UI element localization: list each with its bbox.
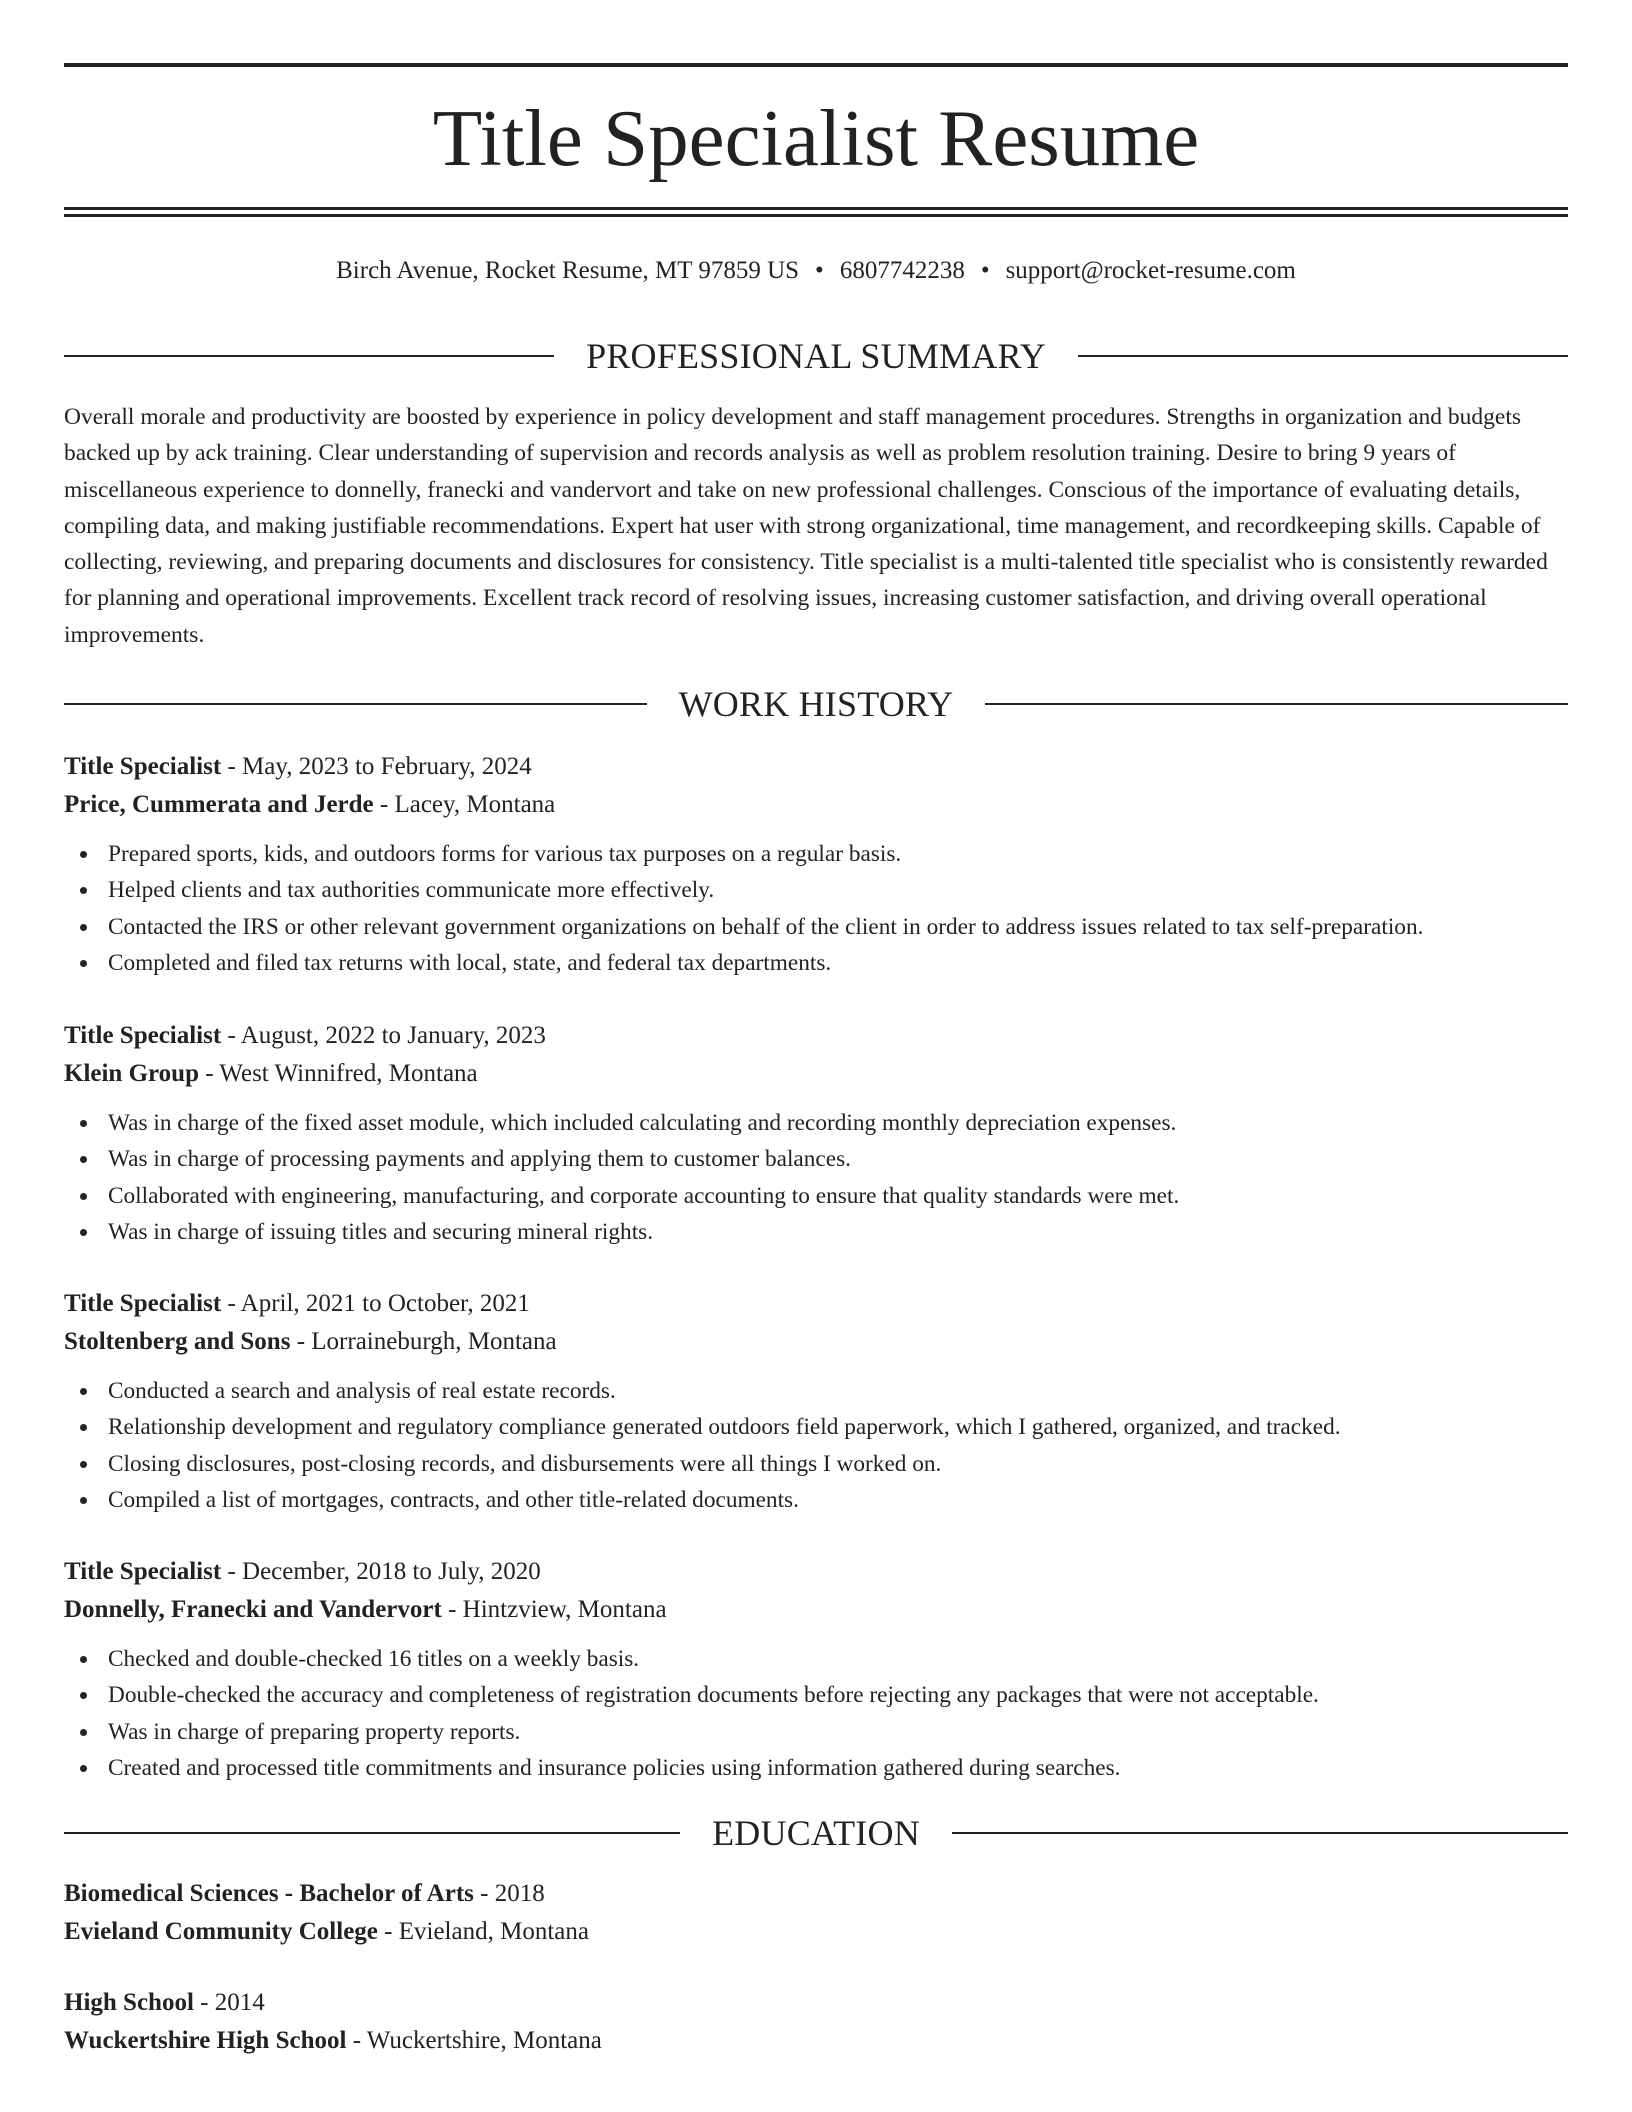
education-school-line bbox=[64, 1913, 1568, 1951]
section-rule bbox=[985, 703, 1568, 705]
list-item: Conducted a search and analysis of real estate records. bbox=[64, 1373, 1568, 1409]
job-title: Title Specialist bbox=[64, 1558, 222, 1585]
contact-separator: • bbox=[980, 257, 990, 284]
list-item: Prepared sports, kids, and outdoors forms for various tax purposes on a regular basis. bbox=[64, 836, 1568, 872]
list-item: Relationship development and regulatory compliance generated outdoors field paperwork, which I gathered, organized, and tracked. bbox=[64, 1409, 1568, 1445]
summary-text: Overall morale and productivity are boosted by experience in policy development and staff management procedures. Strengths in organization and budgets backed up by ack training. Clear understanding of supervision and records analysis as well as problem resolution training. Desire to bring 9 years of miscellaneous experience to donnelly, franecki and vandervort and take on new professional challenges. Conscious of the importance of evaluating details, compiling data, and making justifiable recommendations. Expert hat user with strong organizational, time management, and recordkeeping skills. Capable of collecting, reviewing, and preparing documents and disclosures for consistency. Title specialist is a multi-talented title specialist who is consistently rewarded for planning and operational improvements. Excellent track record of resolving issues, increasing customer satisfaction, and driving overall operational improvements. bbox=[64, 404, 1548, 648]
job-location: - Lorraineburgh, Montana bbox=[290, 1328, 557, 1355]
list-item: Created and processed title commitments and insurance policies using information gathered during searches. bbox=[64, 1750, 1568, 1786]
job-company: Stoltenberg and Sons bbox=[64, 1328, 291, 1355]
list-item: Was in charge of processing payments and applying them to customer balances. bbox=[64, 1141, 1568, 1177]
job-dates: - April, 2021 to October, 2021 bbox=[221, 1290, 530, 1317]
list-item: Contacted the IRS or other relevant government organizations on behalf of the client in order to address issues related to tax self-preparation. bbox=[64, 909, 1568, 945]
job-entry bbox=[64, 1553, 1568, 1786]
section-title: WORK HISTORY bbox=[678, 684, 954, 724]
job-entry bbox=[64, 748, 1568, 981]
job-title-line bbox=[64, 1553, 1568, 1591]
list-item: Double-checked the accuracy and completeness of registration documents before rejecting any packages that were not acceptable. bbox=[64, 1677, 1568, 1713]
page-title: Title Specialist Resume bbox=[432, 93, 1200, 183]
job-company: Klein Group bbox=[64, 1060, 199, 1087]
job-company-line bbox=[64, 1323, 1568, 1361]
job-bullets bbox=[64, 836, 1568, 981]
job-company-line bbox=[64, 786, 1568, 824]
job-title-line bbox=[64, 1285, 1568, 1323]
contact-address: Birch Avenue, Rocket Resume, MT 97859 US bbox=[336, 257, 800, 284]
job-dates: - August, 2022 to January, 2023 bbox=[221, 1022, 546, 1049]
job-dates: - December, 2018 to July, 2020 bbox=[221, 1558, 541, 1585]
contact-email[interactable]: support@rocket-resume.com bbox=[1005, 257, 1296, 284]
list-item: Closing disclosures, post-closing records, and disbursements were all things I worked on. bbox=[64, 1446, 1568, 1482]
title-double-rule bbox=[64, 207, 1568, 217]
job-bullets bbox=[64, 1105, 1568, 1250]
section-rule bbox=[64, 355, 554, 357]
job-title: Title Specialist bbox=[64, 1290, 222, 1317]
job-title-line bbox=[64, 1017, 1568, 1055]
education-location: - Wuckertshire, Montana bbox=[346, 2027, 602, 2054]
education-year: - 2014 bbox=[193, 1989, 265, 2016]
job-company: Price, Cummerata and Jerde bbox=[64, 791, 374, 818]
job-company: Donnelly, Franecki and Vandervort bbox=[64, 1596, 442, 1623]
education-degree-line bbox=[64, 1875, 1568, 1913]
list-item: Was in charge of the fixed asset module, which included calculating and recording monthly depreciation expenses. bbox=[64, 1105, 1568, 1141]
education-school-line bbox=[64, 2022, 1568, 2060]
education-year: - 2018 bbox=[473, 1880, 545, 1907]
job-title-line bbox=[64, 748, 1568, 786]
list-item: Compiled a list of mortgages, contracts, and other title-related documents. bbox=[64, 1482, 1568, 1518]
job-bullets bbox=[64, 1373, 1568, 1518]
contact-separator: • bbox=[815, 257, 824, 284]
section-header-work bbox=[64, 684, 1568, 724]
list-item: Helped clients and tax authorities communicate more effectively. bbox=[64, 872, 1568, 908]
section-rule bbox=[64, 1832, 680, 1834]
education-degree: Biomedical Sciences - Bachelor of Arts bbox=[64, 1880, 474, 1907]
section-title: PROFESSIONAL SUMMARY bbox=[586, 336, 1046, 376]
job-title: Title Specialist bbox=[64, 753, 222, 780]
list-item: Checked and double-checked 16 titles on a weekly basis. bbox=[64, 1641, 1568, 1677]
contact-phone: 6807742238 bbox=[839, 257, 965, 284]
education-location: - Evieland, Montana bbox=[377, 1918, 589, 1945]
job-dates: - May, 2023 to February, 2024 bbox=[221, 753, 532, 780]
list-item: Collaborated with engineering, manufacturing, and corporate accounting to ensure that quality standards were met. bbox=[64, 1178, 1568, 1214]
education-entry bbox=[64, 1875, 1568, 1951]
job-location: - Lacey, Montana bbox=[373, 791, 556, 818]
list-item: Completed and filed tax returns with local, state, and federal tax departments. bbox=[64, 945, 1568, 981]
section-header-summary bbox=[64, 336, 1568, 376]
education-degree-line bbox=[64, 1984, 1568, 2022]
list-item: Was in charge of issuing titles and securing mineral rights. bbox=[64, 1214, 1568, 1250]
job-entry bbox=[64, 1285, 1568, 1518]
section-title: EDUCATION bbox=[712, 1813, 920, 1853]
job-company-line bbox=[64, 1055, 1568, 1093]
education-school: Wuckertshire High School bbox=[64, 2027, 347, 2054]
job-location: - West Winnifred, Montana bbox=[199, 1060, 478, 1087]
section-rule bbox=[64, 703, 647, 705]
education-school: Evieland Community College bbox=[64, 1918, 378, 1945]
job-company-line bbox=[64, 1591, 1568, 1629]
job-entry bbox=[64, 1017, 1568, 1250]
list-item: Was in charge of preparing property reports. bbox=[64, 1714, 1568, 1750]
job-title: Title Specialist bbox=[64, 1022, 222, 1049]
education-entry bbox=[64, 1984, 1568, 2060]
section-rule bbox=[1078, 355, 1568, 357]
top-rule bbox=[64, 63, 1568, 67]
job-location: - Hintzview, Montana bbox=[441, 1596, 667, 1623]
contact-line bbox=[64, 258, 1568, 283]
job-bullets bbox=[64, 1641, 1568, 1786]
section-rule bbox=[952, 1832, 1568, 1834]
education-degree: High School bbox=[64, 1989, 194, 2016]
section-header-education bbox=[64, 1813, 1568, 1853]
